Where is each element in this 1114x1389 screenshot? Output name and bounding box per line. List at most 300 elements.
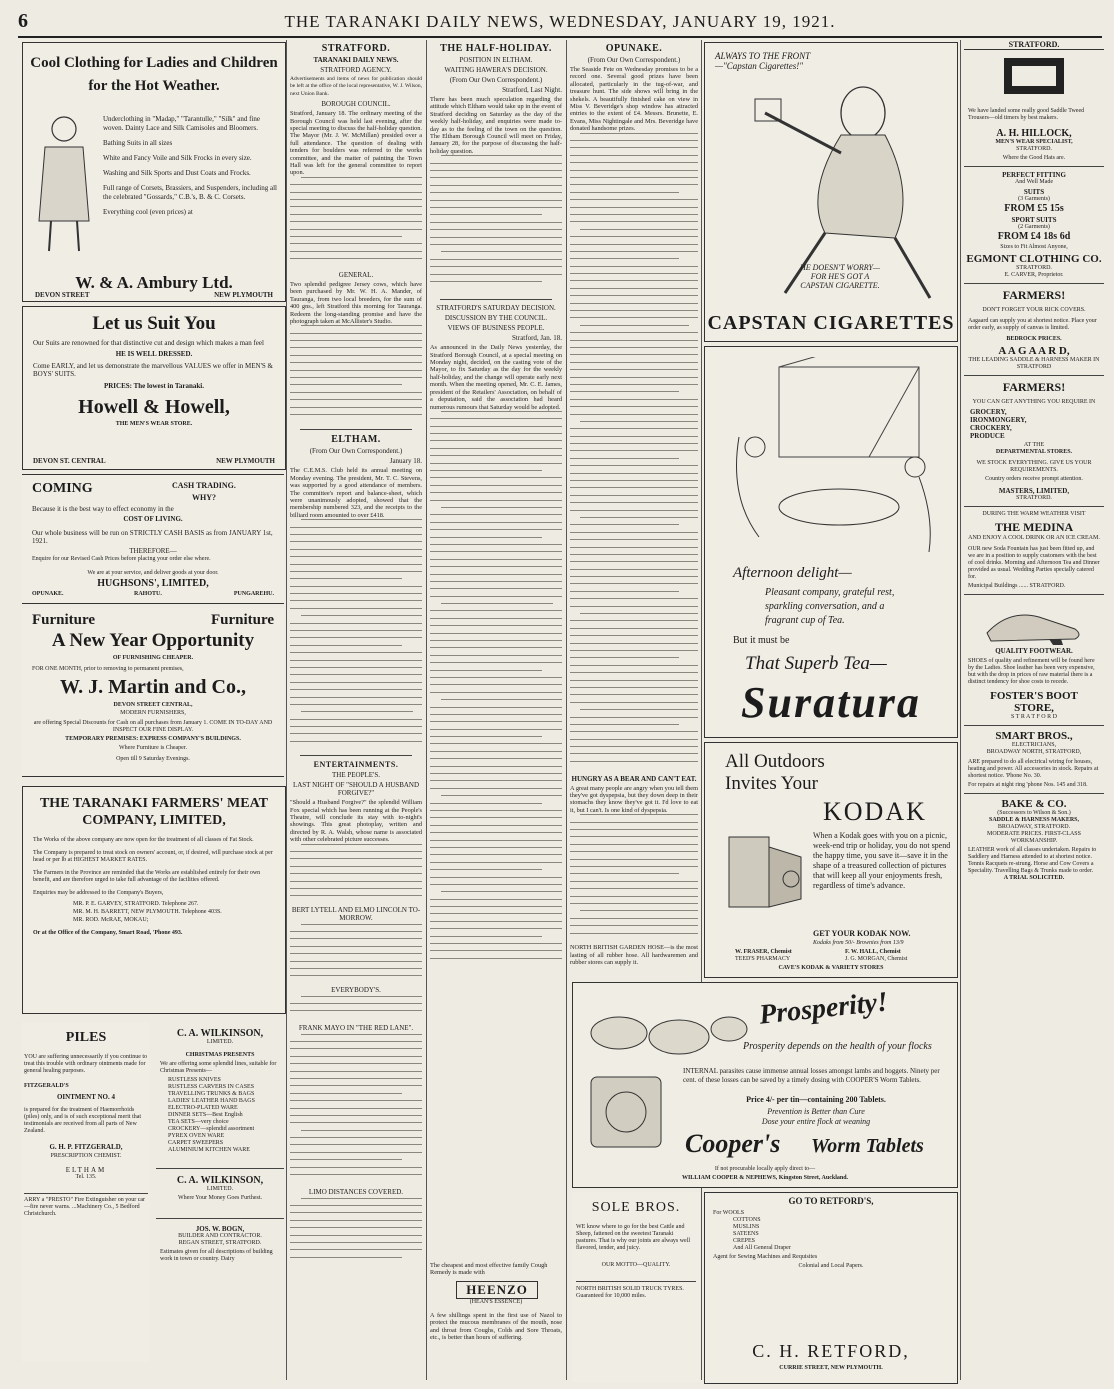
suratura-l2: sparkling conversation, and a	[765, 601, 885, 612]
text-line	[570, 391, 679, 392]
opunake-heading: OPUNAKE.	[605, 43, 663, 54]
text-line	[570, 266, 698, 267]
text-line	[570, 524, 679, 525]
text-line	[290, 221, 422, 222]
text-line	[290, 340, 422, 341]
text-line	[430, 743, 562, 744]
hughsons-cash: CASH TRADING.	[172, 481, 236, 490]
text-line	[570, 295, 698, 296]
cooper-text: INTERNAL parasites cause immense annual losses amongst lambs and hoggets. Ninety per cent. of these losses can be saved by a timely dosing with COOPER'S Worm Tablets.	[683, 1067, 940, 1084]
meat-buyer: MR. ROD. McRAE, MOKAU;	[73, 917, 149, 923]
entertainments-heading: ENTERTAINMENTS.	[313, 760, 399, 770]
text-line	[430, 633, 562, 634]
text-line	[430, 906, 562, 907]
text-line	[580, 709, 698, 710]
martin-where: Where Furniture is Cheaper.	[119, 745, 187, 751]
text-line	[290, 866, 422, 867]
meat-buyer: MR. P. E. GARVEY, STRATFORD. Telephone 267.	[73, 901, 199, 907]
text-line	[430, 684, 562, 685]
text-line	[290, 407, 422, 408]
text-line	[430, 574, 562, 575]
text-line	[290, 1071, 422, 1072]
text-line	[290, 355, 422, 356]
farmers1-head: FARMERS!	[1002, 288, 1066, 302]
egmont-from1: FROM £5 15s	[1004, 203, 1064, 214]
text-line	[430, 832, 562, 833]
aagaard-role: THE LEADING SADDLE & HARNESS MAKER IN STRATFORD	[968, 357, 1100, 370]
text-line	[430, 729, 562, 730]
text-filler	[290, 1198, 422, 1268]
text-line	[570, 495, 698, 496]
text-line	[570, 717, 698, 718]
wilkinson-list-item: TEA SETS—very choice	[168, 1119, 229, 1125]
sole-head: SOLE BROS.	[591, 1200, 681, 1215]
half-holiday-date: Stratford, Last Night.	[502, 86, 562, 94]
text-line	[430, 899, 562, 900]
howell-street: DEVON ST. CENTRAL	[33, 457, 106, 465]
text-filler	[570, 814, 698, 944]
farmers2-list-item: PRODUCE	[970, 432, 1005, 440]
text-line	[430, 928, 562, 929]
foster-town: S T R A T F O R D	[1011, 714, 1057, 720]
masthead	[18, 8, 1102, 38]
ambury-ad	[22, 42, 286, 302]
hillock-text: We have landed some really good Saddle Tweed Trousers—old timers by best makers.	[968, 108, 1085, 121]
wilkinson-list-item: CROCKERY—splendid assortment	[168, 1126, 255, 1132]
text-line	[301, 615, 422, 616]
text-line	[570, 851, 698, 852]
wilkinson-list-item: RUSTLESS CARVERS IN CASES	[168, 1084, 255, 1090]
text-line	[570, 199, 698, 200]
martin-addr1: DEVON STREET CENTRAL,	[113, 702, 193, 708]
text-line	[570, 650, 698, 651]
text-line	[430, 618, 562, 619]
cooper-dose: Dose your entire flock at weaning	[761, 1117, 871, 1126]
piles-product: OINTMENT NO. 4	[56, 1093, 116, 1101]
text-line	[430, 537, 542, 538]
farmers2-at: AT THE	[1023, 442, 1045, 448]
text-line	[301, 177, 422, 178]
text-line	[290, 719, 422, 720]
retford-agent: Agent for Sewing Machines and Requisites	[713, 1254, 818, 1260]
eltham-from: (From Our Own Correspondent.)	[309, 447, 403, 456]
text-line	[580, 421, 698, 422]
text-line	[570, 207, 698, 208]
text-line	[430, 625, 562, 626]
text-line	[570, 340, 698, 341]
medina-enjoy: AND ENJOY A COOL DRINK OR AN ICE CREAM.	[968, 535, 1100, 541]
text-line	[290, 370, 422, 371]
text-line	[430, 913, 562, 914]
text-line	[570, 273, 698, 274]
egmont-sub: And Well Made	[1014, 179, 1054, 185]
retford-list-item: COTTONS	[733, 1217, 761, 1223]
stratford-heading: STRATFORD.	[321, 43, 391, 54]
text-line	[290, 192, 422, 193]
text-line	[430, 500, 562, 501]
hillock-town: STRATFORD.	[1016, 146, 1052, 152]
text-filler	[290, 844, 422, 904]
retford-head: GO TO RETFORD'S,	[788, 1196, 874, 1206]
retford-for: For WOOLS	[713, 1210, 745, 1216]
bake-addr: BROADWAY, STRATFORD.	[997, 824, 1071, 830]
retford-firm: C. H. RETFORD,	[752, 1341, 910, 1361]
farmers1-bedrock: BEDROCK PRICES.	[1006, 336, 1062, 342]
meat-company-ad	[22, 786, 286, 1014]
text-line	[430, 559, 562, 560]
text-line	[290, 206, 422, 207]
farmers2-text: YOU CAN GET ANYTHING YOU REQUIRE IN	[972, 399, 1096, 405]
martin-open: Open till 9 Saturday Evenings.	[116, 756, 190, 762]
text-line	[570, 591, 679, 592]
stratford-ads-column	[964, 40, 1104, 1380]
text-line	[430, 825, 562, 826]
egmont-pieces2: (2 Garments)	[1018, 224, 1050, 230]
hungry-text: A great many people are angry when you tell them they've got dyspepsia, but they down deep in their stomachs they know they've got it. I'd love to eat it, but I can't. Is one kind of dyspepsia.	[570, 784, 698, 814]
cooper-depends: Prosperity depends on the health of your flocks	[743, 1041, 932, 1052]
text-line	[290, 689, 422, 690]
suratura-that: That Superb Tea—	[745, 653, 887, 674]
text-line	[290, 1003, 422, 1004]
text-line	[570, 859, 698, 860]
garden-hose-text: NORTH BRITISH GARDEN HOSE—is the most lasting of all rubber hose. All hardwaremen and rubber stores can supply it.	[570, 944, 698, 967]
text-line	[290, 564, 422, 565]
text-line	[570, 680, 698, 681]
text-line	[570, 487, 698, 488]
text-line	[430, 647, 562, 648]
martin-furniture-right: Furniture	[210, 612, 274, 628]
text-line	[290, 873, 422, 874]
ent-sub: THE PEOPLE'S.	[332, 771, 380, 780]
text-line	[441, 699, 562, 700]
heenzo-text: The cheapest and most effective family Cough Remedy is made with	[430, 1262, 548, 1277]
farmers2-list-item: IRONMONGERY,	[970, 416, 1027, 424]
text-line	[430, 214, 542, 215]
text-line	[430, 810, 562, 811]
eltham-text: The C.E.M.S. Club held its annual meeting on Monday evening. The president, Mr. T. C. Stevens, was supported by a good attendance of members. The committee's report and balance-sheet, which were unanimously adopted, showed that the membership numbered 323, and the receipts to the billiard room amounted to over £418.	[290, 467, 422, 519]
text-line	[580, 325, 689, 326]
howell-tag: THE MEN'S WEAR STORE.	[115, 421, 193, 427]
kodak-head1: All Outdoors	[725, 751, 825, 772]
text-line	[290, 881, 422, 882]
text-line	[570, 406, 698, 407]
bogn-role: BUILDER AND CONTRACTOR.	[178, 1233, 262, 1239]
text-line	[290, 953, 422, 954]
text-line	[430, 185, 562, 186]
text-line	[570, 162, 698, 163]
half-holiday-sub3: STRATFORD'S SATURDAY DECISION.	[436, 304, 556, 313]
text-line	[290, 1212, 422, 1213]
text-line	[430, 751, 562, 752]
agency-heading: TARANAKI DAILY NEWS.	[313, 56, 399, 64]
text-line	[301, 711, 413, 712]
farmers2-list-item: GROCERY,	[970, 408, 1007, 416]
piles-name: FITZGERALD'S	[24, 1083, 69, 1089]
heenzo-sub: (HEAN'S ESSENCE)	[469, 1298, 523, 1305]
text-line	[570, 288, 698, 289]
presto-ad-text: ARRY a "PRESTO" Fire Extinguisher on your car—fire never warns. ...Machinery Co., 5 Bedford Christchurch.	[24, 1193, 148, 1218]
text-line	[290, 938, 422, 939]
text-line	[290, 1122, 422, 1123]
text-line	[570, 836, 698, 837]
text-line	[301, 1034, 422, 1035]
meat-buyer: MR. M. H. BARRETT, NEW PLYMOUTH. Telephone 403S.	[73, 909, 222, 915]
ent-sub5: FRANK MAYO IN "THE RED LANE".	[298, 1023, 414, 1032]
egmont-from2: FROM £4 18s 6d	[997, 231, 1071, 242]
retford-items	[733, 1217, 957, 1252]
egmont-pieces: (3 Garments)	[1018, 196, 1050, 202]
text-line	[290, 1242, 422, 1243]
wilkinson-list-item: PYREX OVEN WARE	[168, 1133, 225, 1139]
text-line	[430, 640, 562, 641]
text-line	[441, 251, 562, 252]
piles-text2: is prepared for the treatment of Haemorrhoids (piles) only, and is of such exceptional merit that testimonials are received from all parts of New Zealand.	[24, 1107, 142, 1134]
opunake-from: (From Our Own Correspondent.)	[587, 56, 681, 64]
ambury-item: Washing and Silk Sports and Dust Coats and Frocks.	[103, 169, 251, 177]
column-rule	[960, 40, 961, 1380]
text-line	[570, 354, 698, 355]
meat-headline: THE TARANAKI FARMERS' MEAT COMPANY, LIMITED,	[39, 796, 269, 828]
text-line	[290, 243, 422, 244]
text-line	[570, 177, 698, 178]
howell-headline: Let us Suit You	[92, 313, 216, 334]
ambury-item: White and Fancy Voile and Silk Frocks in every size.	[103, 154, 252, 162]
text-line	[570, 502, 698, 503]
hillock-role: MEN'S WEAR SPECIALIST,	[995, 139, 1073, 145]
piles-ad	[22, 1022, 150, 1362]
text-line	[290, 660, 422, 661]
text-line	[570, 844, 698, 845]
text-line	[570, 369, 698, 370]
retford-ad	[704, 1192, 958, 1384]
tablet-tin-illustration	[581, 1067, 677, 1163]
farmers2-country: Country orders receive prompt attention.	[985, 476, 1083, 482]
text-line	[430, 884, 562, 885]
martin-sub: OF FURNISHING CHEAPER.	[112, 655, 194, 661]
text-line	[301, 1198, 422, 1199]
text-line	[290, 623, 422, 624]
text-line	[290, 674, 422, 675]
kodak-text: When a Kodak goes with you on a picnic, week-end trip or holiday, you do not spend the happy time, you save it—save it in the shape of a treasured collection of pictures that will keep all your enjoyments fresh, regardless of time's advance.	[813, 831, 951, 890]
wilkinson-list-item: CARPET SWEEPERS	[168, 1140, 224, 1146]
text-line	[430, 200, 562, 201]
text-line	[290, 586, 422, 587]
text-filler	[290, 1034, 422, 1186]
half-holiday-text1: There has been much speculation regarding the attitude which Eltham would take up in the event of Stratford deciding on Saturday as the day of the weekly half-holiday, and enquiries were made to-day as to the feeling of the town on the question. The Eltham Borough Council will meet on Friday, January 28, for the purpose of discussing the half-holiday question.	[430, 96, 562, 155]
text-line	[430, 229, 562, 230]
foster-head: QUALITY FOOTWEAR.	[995, 647, 1073, 655]
ambury-street: DEVON STREET	[35, 291, 90, 299]
text-line	[290, 1249, 422, 1250]
farmers1-text: Aagaard can supply you at shortest notice. Place your order early, as supply of canvas is limited.	[968, 318, 1097, 331]
text-line	[290, 1205, 422, 1206]
heenzo-logo: HEENZO	[456, 1281, 538, 1299]
text-line	[430, 736, 542, 737]
text-line	[570, 170, 698, 171]
ambury-headline1: Cool Clothing for Ladies and Children	[30, 55, 278, 71]
text-filler	[570, 133, 698, 773]
text-line	[430, 780, 562, 781]
hughsons-firm: HUGHSONS', LIMITED,	[97, 578, 209, 589]
wilkinson-list-item: RUSTLESS KNIVES	[168, 1077, 221, 1083]
text-line	[290, 1137, 422, 1138]
general-text: Two splendid pedigree Jersey cows, which have been purchased by Mr. W. H. A. Mander, of Tauranga, from two local breeders, for the sum of 400 gns., left Stratford this morning for Tauranga. Redeem the long-standing promise and have the photograph taken at McAllister's Studio.	[290, 280, 422, 325]
smart-role: ELECTRICIANS,	[1011, 742, 1057, 748]
hillock-firm: A. H. HILLOCK,	[996, 128, 1072, 139]
text-line	[290, 214, 422, 215]
text-line	[430, 492, 562, 493]
farmers2-list-item: CROCKERY,	[970, 424, 1012, 432]
text-line	[290, 682, 422, 683]
text-line	[430, 655, 562, 656]
text-line	[570, 731, 698, 732]
text-filler	[290, 996, 422, 1022]
ambury-item: Bathing Suits in all sizes	[103, 139, 173, 147]
text-line	[570, 251, 698, 252]
text-line	[290, 961, 422, 962]
retford-list-item: MUSLINS	[733, 1224, 760, 1230]
text-line	[570, 672, 698, 673]
text-line	[570, 822, 698, 823]
cooper-brand1: Cooper's	[685, 1129, 781, 1158]
text-line	[290, 534, 422, 535]
col6-stratford-head: STRATFORD.	[964, 40, 1104, 50]
kodak-chemist: J. G. MORGAN, Chemist	[845, 956, 908, 962]
column-rule	[566, 40, 567, 1380]
suratura-ad	[704, 346, 958, 738]
stratford-news-column	[290, 40, 422, 1360]
foster-text: SHOES of quality and refinement will be found here by the Ladies. Shoe leather has been very expensive, but with the drop in prices of raw material there is a distinct tendency for shoe costs to recede.	[968, 658, 1095, 685]
text-line	[430, 707, 562, 708]
text-line	[290, 1056, 422, 1057]
text-line	[430, 803, 542, 804]
text-line	[290, 637, 422, 638]
text-line	[290, 377, 422, 378]
half-holiday-sub1: POSITION IN ELTHAM.	[459, 56, 533, 64]
hughsons-town: OPUNAKE.	[32, 591, 64, 597]
text-line	[430, 477, 562, 478]
wilkinson-column	[156, 1022, 284, 1362]
sole-text: WE know where to go for the best Cattle and Sheep, fattened on the sweetest Taranaki pastures. That is why our joints are always well flavored, tender, and juicy.	[576, 1224, 691, 1251]
cooper-prevention: Prevention is Better than Cure	[767, 1107, 865, 1116]
text-line	[290, 1108, 422, 1109]
text-line	[430, 840, 562, 841]
ambury-item: Everything cool (even prices) at	[103, 208, 193, 216]
text-line	[301, 844, 422, 845]
text-line	[290, 1227, 422, 1228]
egmont-firm: EGMONT CLOTHING CO.	[966, 253, 1102, 265]
capstan-brand: CAPSTAN CIGARETTES	[707, 312, 955, 334]
text-line	[570, 317, 698, 318]
text-line	[290, 571, 422, 572]
hughsons-coming: COMING	[32, 481, 93, 496]
text-line	[570, 576, 698, 577]
half-holiday-heading: THE HALF-HOLIDAY.	[440, 43, 552, 54]
kodak-head2: Invites Your	[725, 773, 818, 794]
text-line	[570, 184, 698, 185]
text-line	[430, 862, 562, 863]
text-line	[430, 551, 562, 552]
text-line	[570, 214, 698, 215]
text-line	[570, 547, 698, 548]
egmont-head: PERFECT FITTING	[1002, 171, 1066, 179]
sole-motto: OUR MOTTO—QUALITY.	[601, 1262, 671, 1268]
borough-heading: BOROUGH COUNCIL.	[321, 100, 391, 109]
meat-enquiries: Enquiries may be addressed to the Company's Buyers,	[33, 890, 164, 896]
ambury-item: Underclothing in "Madap," "Tarantulle," "Silk" and fine woven. Dainty Lace and Silk Camisoles and Bloomers.	[103, 115, 261, 132]
kodak-chemist: TEED'S PHARMACY	[735, 956, 791, 962]
text-line	[570, 155, 698, 156]
sheep-flock-illustration	[579, 989, 749, 1065]
hughsons-why: WHY?	[192, 493, 216, 502]
farmers2-stock: WE STOCK EVERYTHING. GIVE US YOUR REQUIREMENTS.	[976, 460, 1092, 473]
howell-line3: Come EARLY, and let us demonstrate the marvellous VALUES we offer in MEN'S & BOYS' SUITS.	[33, 362, 273, 378]
capstan-doesnt: HE DOESN'T WORRY—FOR HE'S GOT A CAPSTAN CIGARETTE.	[799, 263, 881, 290]
agency-subheading: STRATFORD AGENCY.	[320, 66, 392, 74]
text-line	[290, 184, 422, 185]
text-line	[570, 310, 698, 311]
text-line	[430, 721, 562, 722]
text-line	[430, 170, 562, 171]
text-line	[441, 155, 562, 156]
text-line	[430, 581, 562, 582]
masters-town: STRATFORD.	[1016, 495, 1052, 501]
piles-headline: PILES	[65, 1030, 107, 1045]
text-line	[290, 527, 422, 528]
text-line	[570, 436, 698, 437]
kodak-get: GET YOUR KODAK NOW.	[813, 929, 911, 938]
text-line	[290, 392, 422, 393]
piles-firm: G. H. P. FITZGERALD,	[49, 1143, 123, 1151]
text-line	[570, 739, 698, 740]
retford-list-item: SATEENS	[733, 1231, 759, 1237]
text-line	[290, 1100, 422, 1101]
wilkinson-list-item: LADIES' LEATHER HAND BAGS	[168, 1098, 255, 1104]
hillock-sign-illustration	[994, 54, 1074, 104]
sole-bros-ad	[572, 1192, 700, 1382]
capstan-ad	[704, 42, 958, 342]
text-line	[290, 384, 402, 385]
text-line	[290, 931, 422, 932]
text-line	[290, 229, 422, 230]
text-line	[290, 895, 422, 896]
kodak-chemist: F. W. HALL, Chemist	[845, 949, 901, 955]
opunake-text: The Seaside Fete on Wednesday promises to be a record one. Several good prizes have been allocated, particularly in the tug-of-war, and treasure hunt. The side shows will bring in the shekels. A beautifully finished cake on view in Miss V. Beveridge's shop window has attracted entries to the extent of £4. Messrs. Brunette, E. Evans, Miss Nightingale and Mrs. Beveridge have donated handsome prizes.	[570, 66, 698, 133]
bake-text: LEATHER work of all classes undertaken. Repairs to Saddlery and Harness attended to at shortest notice. Tennis Racquets re-strung. Horse and Cow Covers a Speciality. Travelling Bags & Trunks made to order.	[968, 847, 1097, 874]
text-line	[441, 795, 562, 796]
cooper-worm-tablet-ad	[572, 982, 958, 1188]
text-line	[570, 554, 698, 555]
farmers2-dept: DEPARTMENTAL STORES.	[995, 449, 1073, 455]
text-line	[290, 578, 402, 579]
foster-firm2: STORE,	[1014, 702, 1054, 714]
truck-tyres-text: NORTH BRITISH SOLID TRUCK TYRES. Guaranteed for 10,000 miles.	[576, 1281, 696, 1300]
text-line	[430, 869, 542, 870]
text-line	[290, 733, 422, 734]
text-line	[570, 724, 679, 725]
text-line	[301, 996, 422, 997]
text-line	[301, 1130, 422, 1131]
text-line	[430, 440, 562, 441]
ent-sub3: BERT LYTELL AND ELMO LINCOLN TO-MORROW.	[291, 905, 421, 922]
text-line	[570, 761, 698, 762]
text-line	[290, 593, 422, 594]
ambury-headline2: for the Hot Weather.	[88, 78, 220, 94]
text-line	[430, 418, 562, 419]
farmers2-head: FARMERS!	[1002, 380, 1066, 394]
kodak-ad	[704, 742, 958, 978]
text-line	[430, 758, 562, 759]
